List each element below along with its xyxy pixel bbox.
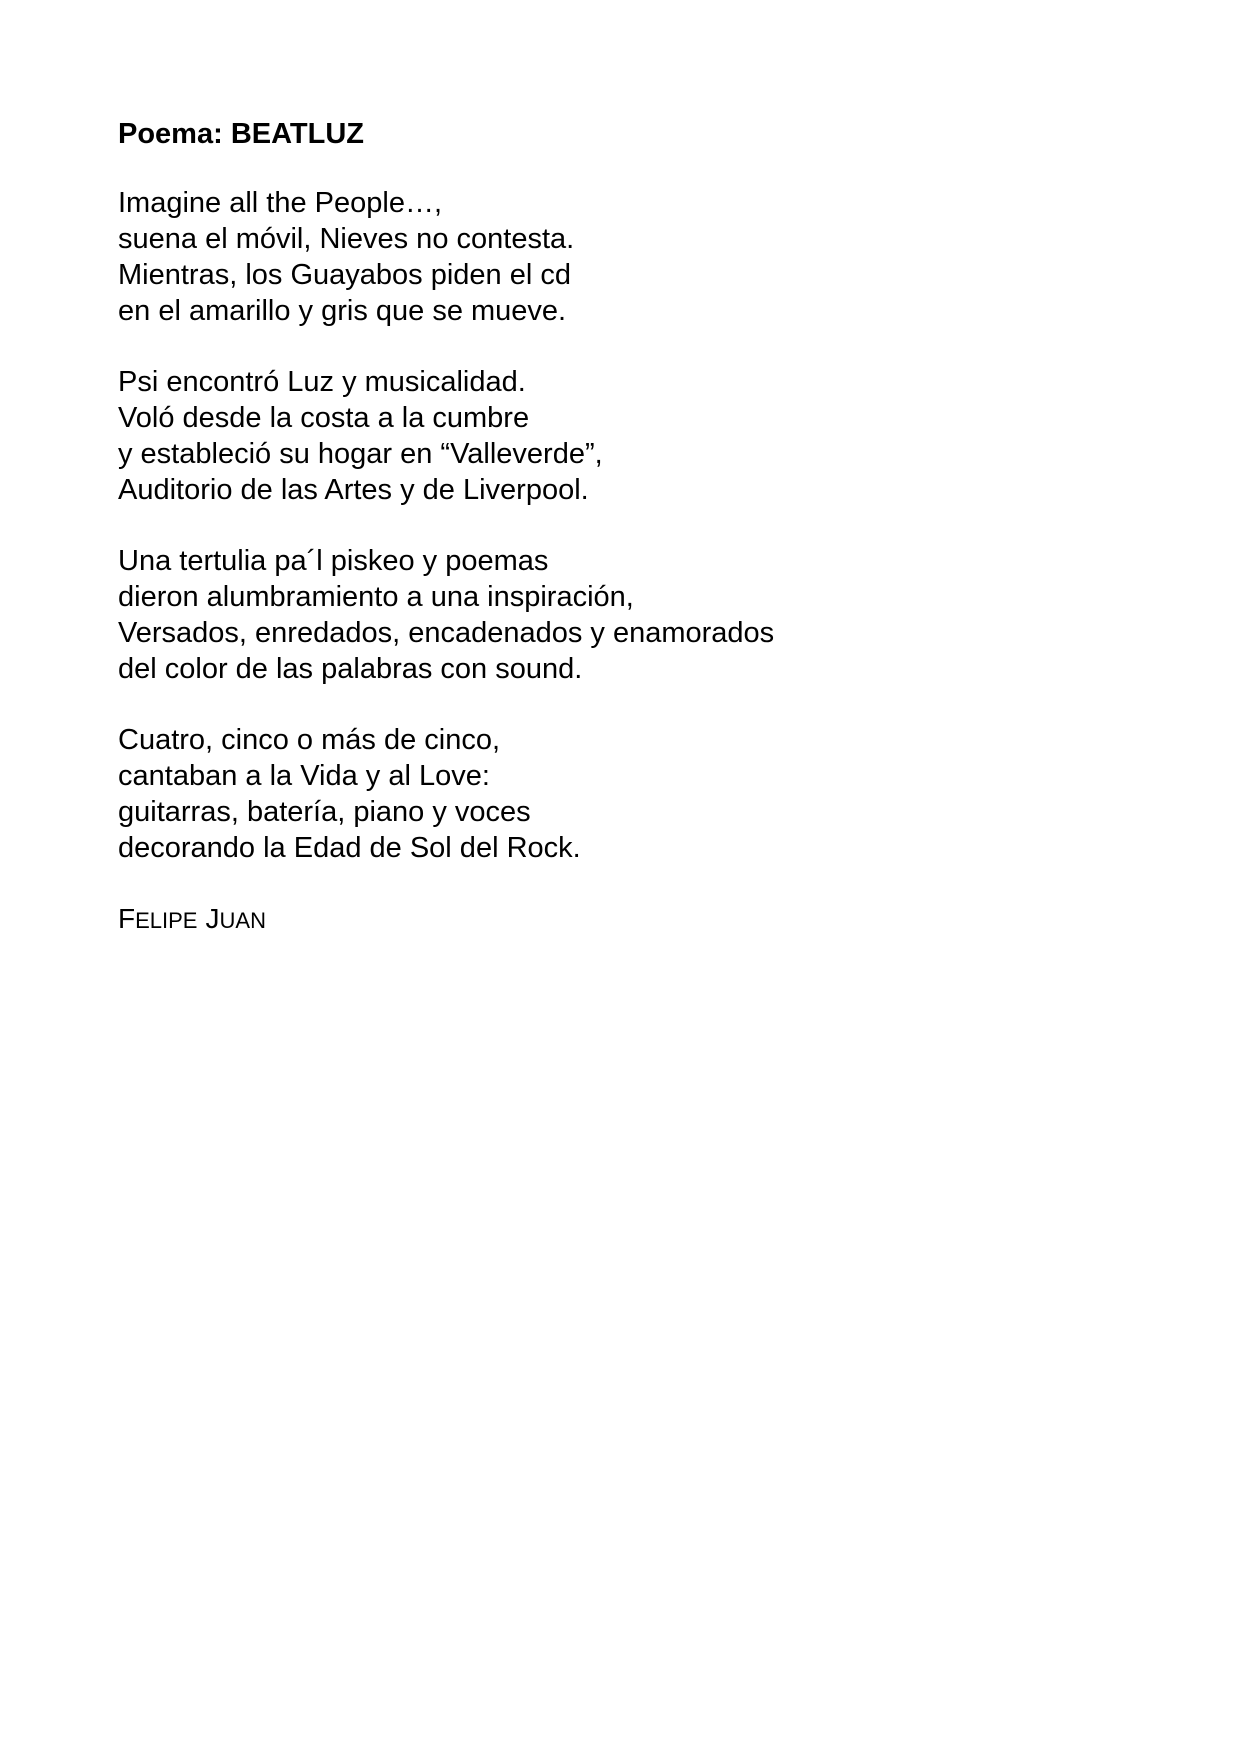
poem-line: cantaban a la Vida y al Love: bbox=[118, 760, 490, 792]
author-first-rest: ELIPE bbox=[135, 908, 198, 933]
stanza-4 bbox=[118, 722, 1118, 866]
poem-line: y estableció su hogar en “Valleverde”, bbox=[118, 438, 603, 470]
poem-line: suena el móvil, Nieves no contesta. bbox=[118, 223, 575, 255]
poem-line: Voló desde la costa a la cumbre bbox=[118, 402, 530, 434]
poem-line: Mientras, los Guayabos piden el cd bbox=[118, 259, 571, 291]
poem-content bbox=[118, 116, 1118, 939]
poem-line: Imagine all the People…, bbox=[118, 187, 443, 219]
poem-line: en el amarillo y gris que se mueve. bbox=[118, 295, 567, 327]
poem-line: del color de las palabras con sound. bbox=[118, 653, 583, 685]
author-last-rest: UAN bbox=[219, 908, 266, 933]
stanza-2 bbox=[118, 364, 1118, 508]
author-signature bbox=[118, 901, 1118, 939]
author-first-initial: F bbox=[118, 903, 136, 934]
poem-line: Psi encontró Luz y musicalidad. bbox=[118, 366, 526, 398]
poem-line: decorando la Edad de Sol del Rock. bbox=[118, 832, 581, 864]
poem-line: Versados, enredados, encadenados y enamorados bbox=[118, 617, 775, 649]
poem-line: Cuatro, cinco o más de cinco, bbox=[118, 724, 501, 756]
stanza-3 bbox=[118, 543, 1118, 687]
poem-line: Una tertulia pa´l piskeo y poemas bbox=[118, 545, 549, 577]
poem-line: guitarras, batería, piano y voces bbox=[118, 796, 531, 828]
poem-line: Auditorio de las Artes y de Liverpool. bbox=[118, 474, 589, 506]
author-last-initial: J bbox=[205, 903, 220, 934]
poem-title: Poema: BEATLUZ bbox=[118, 118, 364, 150]
stanza-1 bbox=[118, 185, 1118, 329]
poem-line: dieron alumbramiento a una inspiración, bbox=[118, 581, 634, 613]
